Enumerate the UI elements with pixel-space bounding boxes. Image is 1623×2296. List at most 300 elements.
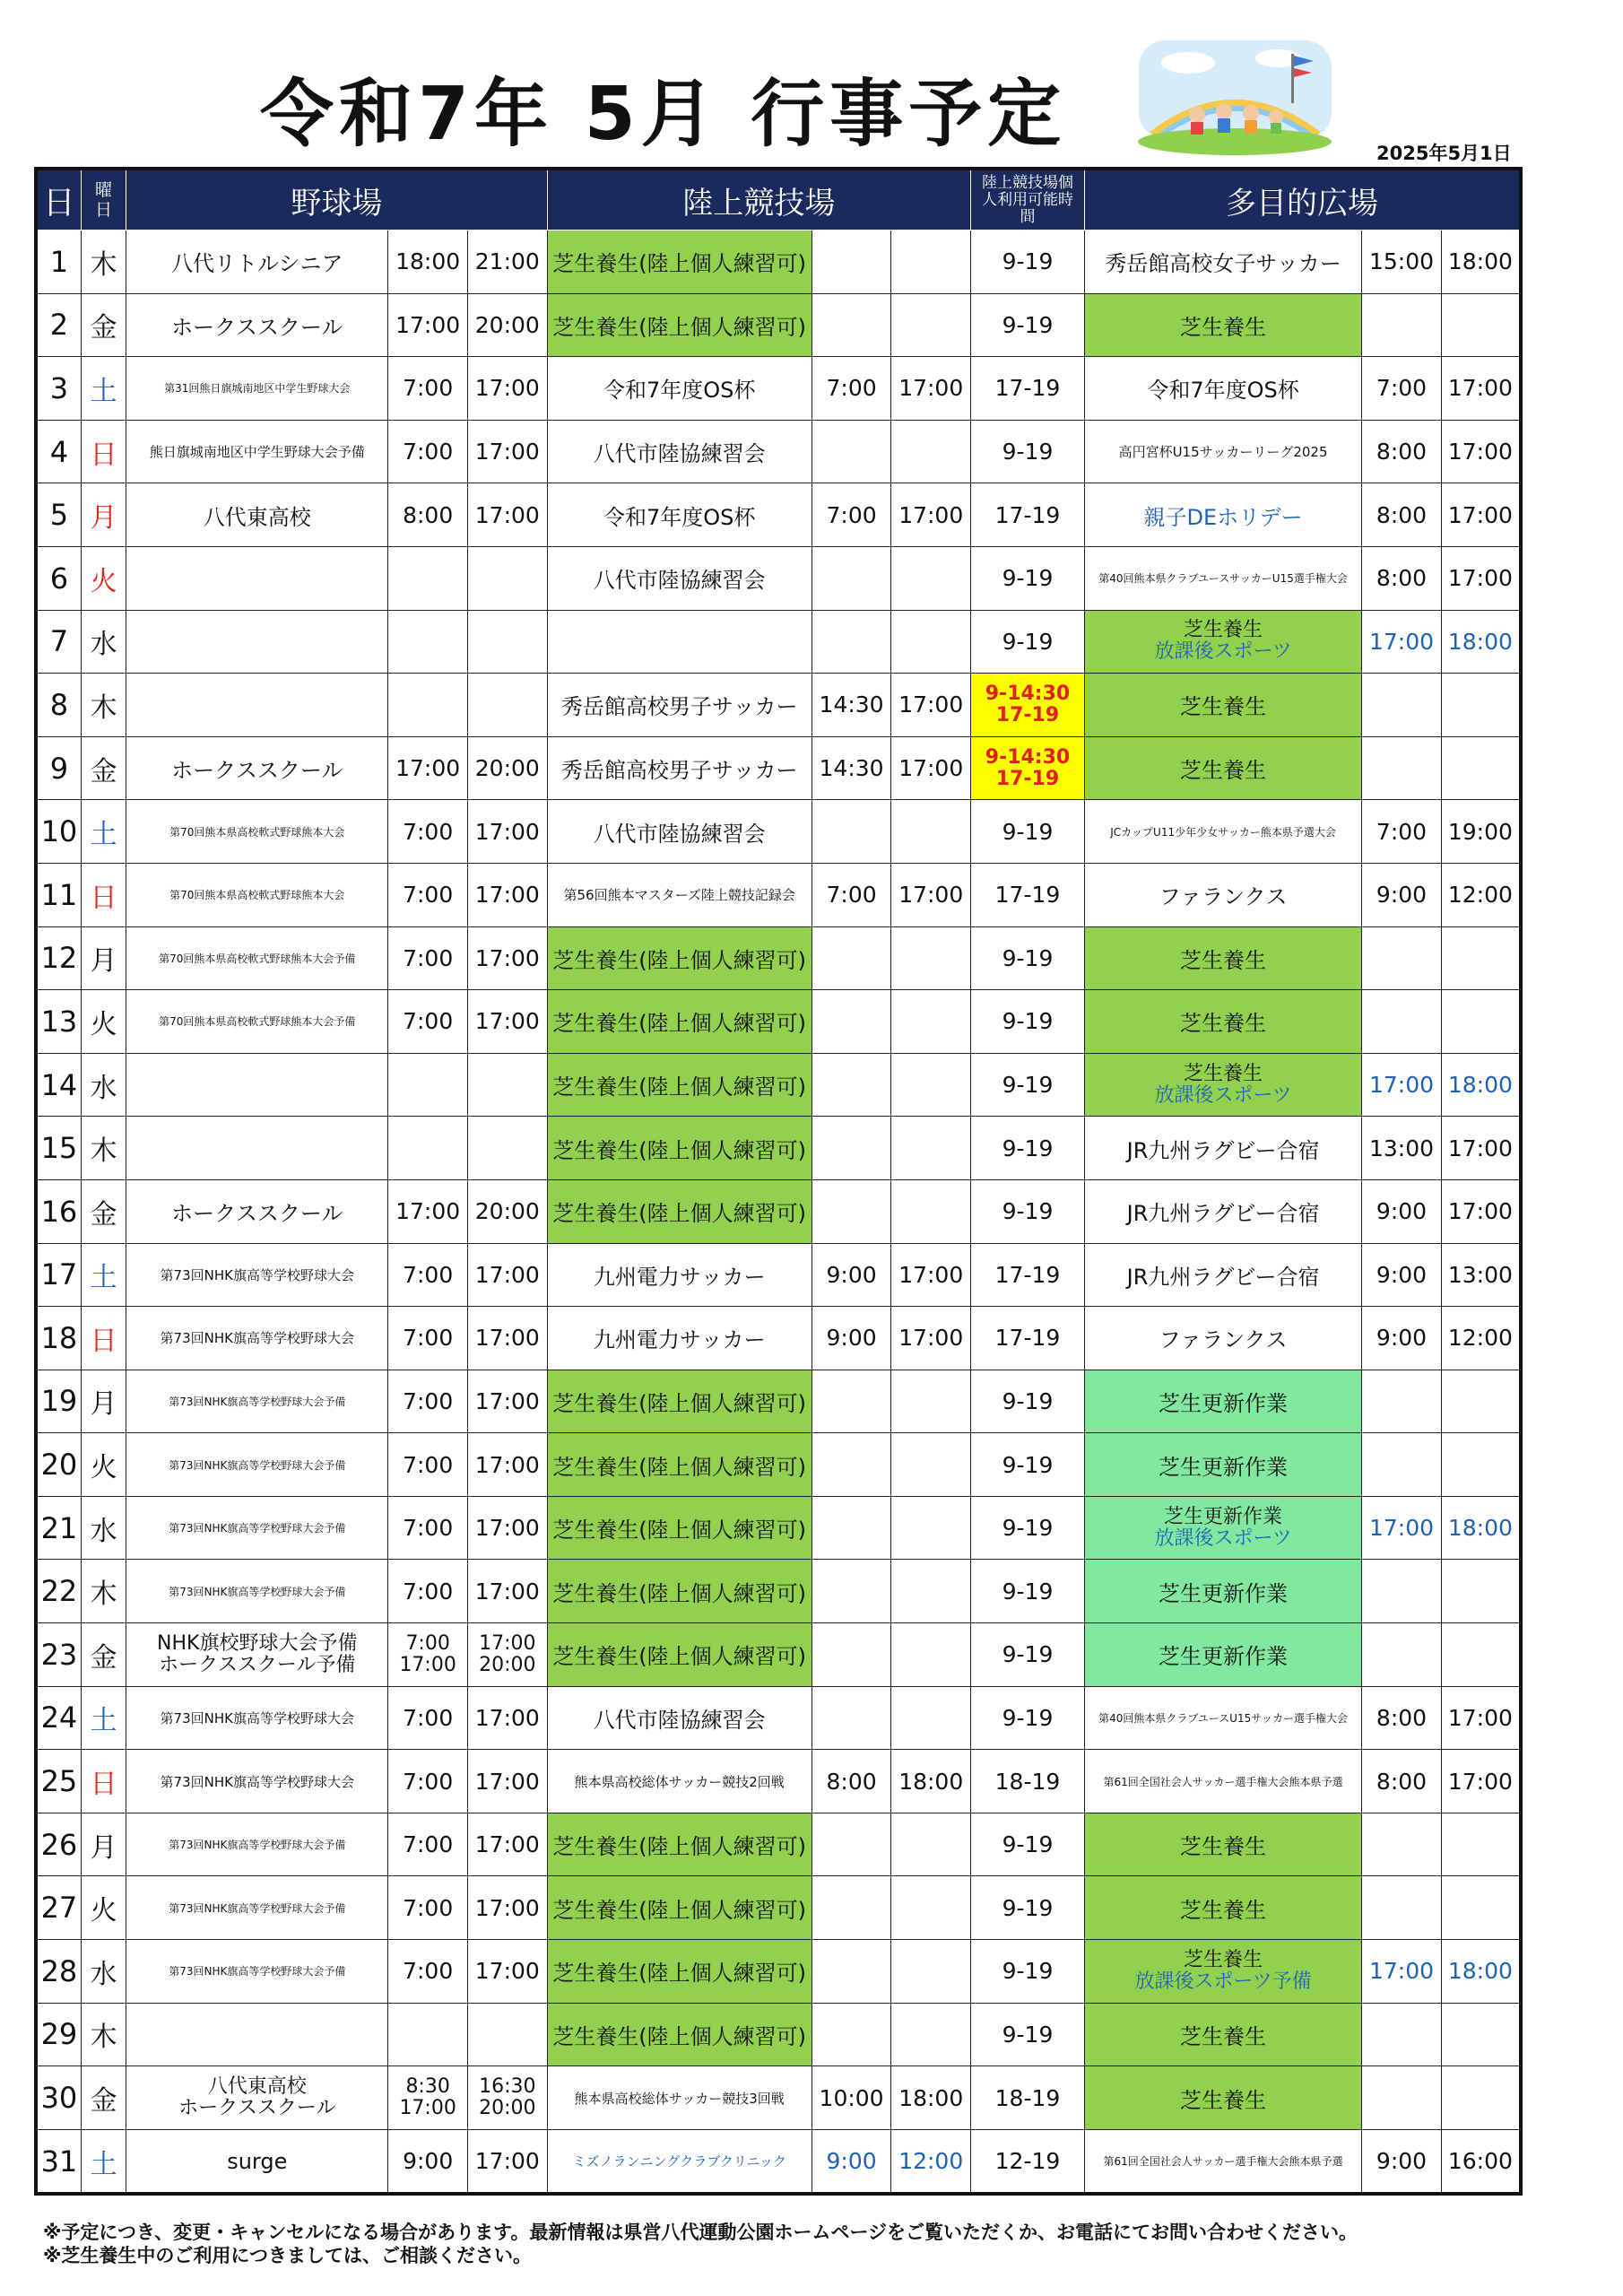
baseball-event (126, 1496, 388, 1560)
day-cell: 23 (36, 1623, 81, 1687)
header-track-personal: 陸上競技場個人利用可能時間 (971, 169, 1085, 230)
track-personal-hours (971, 926, 1085, 990)
multi-end: 17:00 (1441, 357, 1521, 421)
track-end: 17:00 (891, 483, 971, 547)
track-end (891, 546, 971, 610)
cell-line: 9-19 (1002, 2021, 1054, 2048)
multi-start: 13:00 (1362, 1117, 1442, 1180)
cell-line: 9-19 (1002, 1198, 1054, 1225)
weekday-cell: 日 (81, 1750, 126, 1813)
track-event (547, 357, 812, 421)
weekday-cell: 水 (81, 1053, 126, 1117)
cell-line: 芝生養生(陸上個人練習可) (552, 1137, 807, 1163)
multi-start: 9:00 (1362, 863, 1442, 926)
cell-line: 第73回NHK旗高等学校野球大会 (160, 1773, 354, 1790)
cell-line: 9-19 (1002, 628, 1054, 655)
track-end (891, 990, 971, 1054)
baseball-end (467, 1623, 547, 1687)
multi-event (1084, 1433, 1361, 1497)
track-personal-hours (971, 420, 1085, 483)
cell-line: 9-19 (1002, 1451, 1054, 1478)
cell-line: 九州電力サッカー (593, 1264, 766, 1290)
table-row (36, 926, 1521, 990)
header-day: 日 (36, 169, 81, 230)
cell-line: 芝生養生(陸上個人練習可) (552, 251, 807, 277)
table-row (36, 1813, 1521, 1876)
weekday-cell: 月 (81, 1813, 126, 1876)
multi-event (1084, 1307, 1361, 1370)
cell-line: 令和7年度OS杯 (603, 378, 756, 404)
weekday-cell: 日 (81, 863, 126, 926)
baseball-start (388, 674, 468, 737)
table-row (36, 800, 1521, 864)
baseball-event (126, 2003, 388, 2066)
cell-line: 芝生養生(陸上個人練習可) (552, 1961, 807, 1987)
track-start: 10:00 (812, 2066, 891, 2130)
baseball-start: 7:00 (388, 1243, 468, 1307)
weekday-cell: 日 (81, 420, 126, 483)
multi-event (1084, 2003, 1361, 2066)
track-event (547, 2003, 812, 2066)
track-start (812, 2003, 891, 2066)
track-personal-hours (971, 1179, 1085, 1243)
track-event (547, 1370, 812, 1433)
cell-line: 9-19 (1002, 1704, 1054, 1731)
time-line: 17:00 (399, 1653, 456, 1676)
baseball-end: 20:00 (467, 736, 547, 800)
cell-line: ホークススクール予備 (159, 1653, 356, 1676)
cell-line: 芝生養生(陸上個人練習可) (552, 1201, 807, 1227)
track-end (891, 1813, 971, 1876)
baseball-start: 7:00 (388, 1750, 468, 1813)
day-cell: 18 (36, 1307, 81, 1370)
cell-line: 17-19 (995, 703, 1060, 726)
baseball-event (126, 926, 388, 990)
track-event (547, 1940, 812, 2004)
note-line: ※芝生養生中のご利用につきましては、ご相談ください。 (43, 2245, 532, 2266)
cell-line: 第40回熊本県クラブユースU15サッカー選手権大会 (1098, 1711, 1348, 1725)
cell-line: ホークススクール (178, 2097, 336, 2120)
cell-line: 芝生養生 (1180, 314, 1267, 340)
day-cell: 8 (36, 674, 81, 737)
multi-start (1362, 2003, 1442, 2066)
day-cell: 11 (36, 863, 81, 926)
track-end: 17:00 (891, 736, 971, 800)
track-start (812, 990, 891, 1054)
cell-line: 第73回NHK旗高等学校野球大会予備 (169, 1585, 346, 1598)
track-start (812, 546, 891, 610)
track-end (891, 1370, 971, 1433)
cell-line: 第70回熊本県高校軟式野球熊本大会予備 (159, 952, 356, 965)
cell-line: 八代市陸協練習会 (593, 441, 766, 467)
cell-line: 第73回NHK旗高等学校野球大会予備 (169, 1458, 346, 1472)
multi-event (1084, 1179, 1361, 1243)
baseball-end: 17:00 (467, 1750, 547, 1813)
baseball-start: 7:00 (388, 420, 468, 483)
baseball-end: 20:00 (467, 293, 547, 357)
baseball-event (126, 357, 388, 421)
track-personal-hours (971, 1117, 1085, 1180)
multi-end: 17:00 (1441, 483, 1521, 547)
track-start: 7:00 (812, 357, 891, 421)
cell-line: 第31回熊日旗城南地区中学生野球大会 (164, 382, 351, 396)
multi-end (1441, 2003, 1521, 2066)
baseball-start (388, 610, 468, 674)
multi-end (1441, 1433, 1521, 1497)
cell-line: 芝生養生 (1180, 2087, 1267, 2113)
cell-line: 芝生養生(陸上個人練習可) (552, 2023, 807, 2049)
baseball-start: 17:00 (388, 293, 468, 357)
baseball-end: 21:00 (467, 230, 547, 294)
weekday-cell: 木 (81, 1560, 126, 1623)
time-line: 8:30 (405, 2075, 450, 2099)
multi-end: 16:00 (1441, 2129, 1521, 2194)
cell-line: 9-19 (1002, 1641, 1054, 1668)
cell-line: 18-19 (994, 2084, 1061, 2111)
cell-line: 18-19 (994, 1768, 1061, 1795)
track-end: 17:00 (891, 1243, 971, 1307)
track-end (891, 1686, 971, 1750)
weekday-cell: 水 (81, 1940, 126, 2004)
weekday-cell: 土 (81, 800, 126, 864)
cell-line: 八代市陸協練習会 (593, 1707, 766, 1733)
multi-start: 8:00 (1362, 1750, 1442, 1813)
table-row (36, 863, 1521, 926)
multi-end: 19:00 (1441, 800, 1521, 864)
multi-end (1441, 926, 1521, 990)
multi-event (1084, 736, 1361, 800)
cell-line: 第73回NHK旗高等学校野球大会予備 (169, 1901, 346, 1915)
weekday-cell: 水 (81, 610, 126, 674)
cell-line: 芝生養生 (1180, 758, 1267, 784)
cell-line: 令和7年度OS杯 (1147, 378, 1299, 404)
cell-line: 親子DEホリデー (1143, 504, 1303, 530)
cell-line: 9-19 (1002, 1387, 1054, 1414)
header-baseball: 野球場 (126, 169, 547, 230)
multi-event (1084, 483, 1361, 547)
track-start: 7:00 (812, 863, 891, 926)
multi-end: 18:00 (1441, 1053, 1521, 1117)
time-line: 7:00 (405, 1631, 450, 1655)
cell-line: 9-19 (1002, 311, 1054, 338)
cell-line: 放課後スポーツ (1154, 640, 1292, 664)
multi-event (1084, 546, 1361, 610)
track-personal-hours (971, 1496, 1085, 1560)
track-end (891, 1496, 971, 1560)
track-event (547, 1179, 812, 1243)
track-end (891, 1433, 971, 1497)
cell-line: JR九州ラグビー合宿 (1126, 1137, 1320, 1163)
multi-event (1084, 1243, 1361, 1307)
cell-line: 9-14:30 (985, 682, 1071, 705)
baseball-start: 7:00 (388, 863, 468, 926)
baseball-start (388, 1623, 468, 1687)
multi-start: 9:00 (1362, 1243, 1442, 1307)
multi-start (1362, 926, 1442, 990)
track-event (547, 863, 812, 926)
cell-line: NHK旗校野球大会予備 (157, 1631, 358, 1655)
baseball-event (126, 2129, 388, 2194)
multi-end: 17:00 (1441, 1117, 1521, 1180)
multi-end (1441, 1623, 1521, 1687)
cell-line: 芝生養生 (1184, 1948, 1263, 1971)
track-personal-hours (971, 1623, 1085, 1687)
baseball-event (126, 610, 388, 674)
track-start: 8:00 (812, 1750, 891, 1813)
cell-line: 八代市陸協練習会 (593, 821, 766, 847)
track-personal-hours (971, 293, 1085, 357)
baseball-start: 7:00 (388, 1307, 468, 1370)
track-start (812, 1433, 891, 1497)
multi-end: 18:00 (1441, 230, 1521, 294)
weekday-cell: 木 (81, 1117, 126, 1180)
table-row (36, 1560, 1521, 1623)
cell-line: 放課後スポーツ予備 (1134, 1970, 1312, 1993)
baseball-event (126, 674, 388, 737)
multi-start: 9:00 (1362, 1179, 1442, 1243)
weekday-cell: 火 (81, 1876, 126, 1940)
cell-line: ファランクス (1159, 1327, 1288, 1353)
track-personal-hours (971, 736, 1085, 800)
baseball-end: 17:00 (467, 1243, 547, 1307)
track-event (547, 1623, 812, 1687)
baseball-end: 17:00 (467, 863, 547, 926)
cell-line: 9-19 (1002, 944, 1054, 971)
baseball-start: 7:00 (388, 1940, 468, 2004)
cell-line: 芝生養生 (1180, 947, 1267, 973)
baseball-start: 7:00 (388, 1496, 468, 1560)
multi-event (1084, 926, 1361, 990)
day-cell: 7 (36, 610, 81, 674)
track-event (547, 420, 812, 483)
header-multi: 多目的広場 (1084, 169, 1521, 230)
multi-start (1362, 1623, 1442, 1687)
cell-line: 第40回熊本県クラブユースサッカーU15選手権大会 (1098, 572, 1348, 586)
multi-start: 17:00 (1362, 1053, 1442, 1117)
track-event (547, 1813, 812, 1876)
multi-end (1441, 1560, 1521, 1623)
multi-event (1084, 1496, 1361, 1560)
baseball-event (126, 1433, 388, 1497)
table-row (36, 1496, 1521, 1560)
baseball-end: 17:00 (467, 1370, 547, 1433)
track-start (812, 1117, 891, 1180)
cell-line: ミズノランニングクラブクリニック (572, 2153, 786, 2170)
track-personal-hours (971, 1053, 1085, 1117)
table-row (36, 990, 1521, 1054)
track-end: 12:00 (891, 2129, 971, 2194)
table-row (36, 1179, 1521, 1243)
table-row (36, 1117, 1521, 1180)
multi-start: 17:00 (1362, 610, 1442, 674)
weekday-cell: 火 (81, 546, 126, 610)
baseball-end: 17:00 (467, 990, 547, 1054)
table-header-row (36, 169, 1521, 230)
baseball-end (467, 1053, 547, 1117)
multi-event (1084, 1813, 1361, 1876)
track-event (547, 1686, 812, 1750)
multi-end (1441, 293, 1521, 357)
weekday-cell: 土 (81, 357, 126, 421)
baseball-event (126, 546, 388, 610)
track-event (547, 926, 812, 990)
track-start (812, 230, 891, 294)
multi-event (1084, 1623, 1361, 1687)
cell-line: JR九州ラグビー合宿 (1126, 1264, 1320, 1290)
cell-line: 八代リトルシニア (171, 251, 343, 277)
track-start (812, 1623, 891, 1687)
cell-line: 17-19 (994, 1261, 1061, 1288)
baseball-start (388, 1117, 468, 1180)
track-event (547, 2066, 812, 2130)
track-start (812, 1940, 891, 2004)
cell-line: 9-19 (1002, 439, 1054, 465)
track-start (812, 1370, 891, 1433)
weekday-cell: 金 (81, 293, 126, 357)
multi-start: 8:00 (1362, 483, 1442, 547)
track-personal-hours (971, 674, 1085, 737)
cell-line: 第73回NHK旗高等学校野球大会 (160, 1266, 354, 1283)
baseball-event (126, 800, 388, 864)
table-row (36, 2129, 1521, 2194)
cell-line: 放課後スポーツ (1154, 1083, 1292, 1107)
multi-end (1441, 674, 1521, 737)
baseball-end (467, 610, 547, 674)
table-row (36, 293, 1521, 357)
table-row (36, 1686, 1521, 1750)
table-row (36, 1243, 1521, 1307)
multi-event (1084, 1876, 1361, 1940)
track-end: 18:00 (891, 1750, 971, 1813)
track-end: 17:00 (891, 357, 971, 421)
footnotes (43, 2221, 1358, 2267)
track-end (891, 1623, 971, 1687)
table-row (36, 1623, 1521, 1687)
cell-line: 芝生養生(陸上個人練習可) (552, 1580, 807, 1606)
day-cell: 15 (36, 1117, 81, 1180)
track-end: 17:00 (891, 1307, 971, 1370)
cell-line: 9-19 (1002, 248, 1054, 275)
multi-end (1441, 2066, 1521, 2130)
baseball-event (126, 1179, 388, 1243)
table-row (36, 420, 1521, 483)
cell-line: 第73回NHK旗高等学校野球大会予備 (169, 1839, 346, 1852)
track-personal-hours (971, 1813, 1085, 1876)
weekday-cell: 日 (81, 1307, 126, 1370)
track-end (891, 420, 971, 483)
weekday-cell: 金 (81, 1179, 126, 1243)
cell-line: 芝生養生 (1180, 2023, 1267, 2049)
baseball-start (388, 2003, 468, 2066)
table-row (36, 1370, 1521, 1433)
day-cell: 28 (36, 1940, 81, 2004)
multi-start (1362, 1813, 1442, 1876)
table-row (36, 736, 1521, 800)
cell-line: 9-19 (1002, 1958, 1054, 1985)
day-cell: 16 (36, 1179, 81, 1243)
cell-line: 9-19 (1002, 1515, 1054, 1542)
table-row (36, 546, 1521, 610)
cell-line: 12-19 (994, 2148, 1061, 2175)
cell-line: 芝生養生 (1184, 1062, 1263, 1085)
multi-end: 18:00 (1441, 1940, 1521, 2004)
track-end (891, 1560, 971, 1623)
multi-event (1084, 2129, 1361, 2194)
cell-line: ホークススクール (171, 314, 343, 340)
note-line: ※予定につき、変更・キャンセルになる場合があります。最新情報は県営八代運動公園ホームページをご覧いただくか、お電話にてお問い合わせください。 (43, 2222, 1358, 2243)
track-personal-hours (971, 1686, 1085, 1750)
cell-line: 9-19 (1002, 1894, 1054, 1921)
track-event (547, 1053, 812, 1117)
track-personal-hours (971, 1876, 1085, 1940)
multi-end: 17:00 (1441, 1686, 1521, 1750)
header-weekday: 曜日 (81, 169, 126, 230)
day-cell: 13 (36, 990, 81, 1054)
multi-end: 17:00 (1441, 420, 1521, 483)
baseball-end (467, 2003, 547, 2066)
weekday-cell: 水 (81, 1496, 126, 1560)
cell-line: ホークススクール (171, 758, 343, 784)
weekday-cell: 月 (81, 1370, 126, 1433)
table-row (36, 674, 1521, 737)
baseball-end: 17:00 (467, 800, 547, 864)
track-start (812, 1496, 891, 1560)
multi-start (1362, 1370, 1442, 1433)
track-event (547, 1117, 812, 1180)
cell-line: 芝生養生(陸上個人練習可) (552, 1011, 807, 1037)
cell-line: 17-19 (994, 882, 1061, 909)
day-cell: 3 (36, 357, 81, 421)
cell-line: 熊本県高校総体サッカー競技3回戦 (574, 2090, 785, 2107)
track-end (891, 1876, 971, 1940)
cell-line: 秀岳館高校男子サッカー (560, 694, 798, 720)
schedule-body (36, 230, 1521, 2195)
cell-line: 9-19 (1002, 818, 1054, 845)
track-end (891, 230, 971, 294)
weekday-cell: 火 (81, 1433, 126, 1497)
cell-line: 芝生養生(陸上個人練習可) (552, 1454, 807, 1480)
cell-line: 9-19 (1002, 565, 1054, 592)
baseball-event (126, 990, 388, 1054)
multi-event (1084, 674, 1361, 737)
weekday-cell: 土 (81, 1243, 126, 1307)
baseball-end (467, 1117, 547, 1180)
baseball-event (126, 293, 388, 357)
cell-line: JCカップU11少年少女サッカー熊本県予選大会 (1110, 825, 1336, 839)
multi-event (1084, 293, 1361, 357)
track-start: 14:30 (812, 736, 891, 800)
track-event (547, 1307, 812, 1370)
issue-date: 2025年5月1日 (1376, 143, 1512, 164)
track-start (812, 1686, 891, 1750)
cell-line: surge (227, 2148, 288, 2174)
track-event (547, 293, 812, 357)
table-row (36, 1053, 1521, 1117)
cell-line: 九州電力サッカー (593, 1327, 766, 1353)
track-personal-hours (971, 1433, 1085, 1497)
day-cell: 19 (36, 1370, 81, 1433)
cell-line: 17-19 (994, 375, 1061, 402)
track-start (812, 800, 891, 864)
day-cell: 1 (36, 230, 81, 294)
table-row (36, 610, 1521, 674)
cell-line: 第73回NHK旗高等学校野球大会予備 (169, 1965, 346, 1979)
track-event (547, 1496, 812, 1560)
baseball-event (126, 1243, 388, 1307)
cell-line: 芝生更新作業 (1159, 1580, 1289, 1606)
cell-line: 熊本県高校総体サッカー競技2回戦 (574, 1773, 785, 1790)
cell-line: 秀岳館高校女子サッカー (1105, 251, 1341, 277)
